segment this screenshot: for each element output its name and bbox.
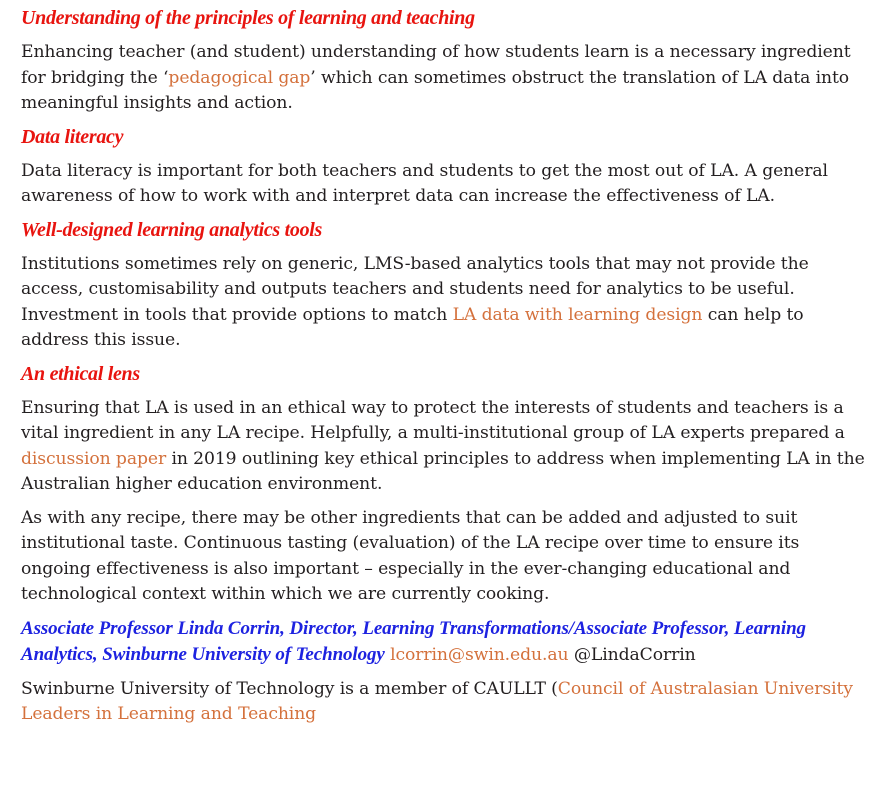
pedagogical-gap-link[interactable]: pedagogical gap [168, 67, 311, 88]
paragraph-text: Enhancing teacher (and student) understanding of how students learn is a necessary ingredient for bridging the ‘ [21, 42, 851, 88]
caullt-link[interactable]: Council of Australasian University Leaders in Learning and Teaching [21, 678, 853, 724]
learning-design-link[interactable]: LA data with learning design [452, 304, 703, 325]
section-paragraph-tools [21, 252, 871, 354]
paragraph-text: ’ which can sometimes obstruct the translation of LA data into meaningful insights and action. [21, 67, 850, 113]
paragraph-text: can help to address this issue. [21, 304, 804, 350]
discussion-paper-link[interactable]: discussion paper [21, 448, 167, 469]
paragraph-text: in 2019 outlining key ethical principles to address when implementing LA in the Australian higher education environment. [21, 448, 865, 494]
section-paragraph-principles [21, 40, 871, 117]
author-name-title: Associate Professor Linda Corrin, Director, Learning Transformations/Associate Professor, Learning Analytics, Swinburne University of Technology [21, 617, 806, 665]
section-heading-data-literacy: Data literacy [21, 125, 124, 148]
author-email-link[interactable]: lcorrin@swin.edu.au [390, 645, 569, 665]
author-handle: @LindaCorrin [573, 645, 696, 665]
paragraph-text: Institutions sometimes rely on generic, LMS-based analytics tools that may not provide the access, customisability and outputs teachers and students need for analytics to be useful. Investment in tools that provide options to match [21, 253, 809, 325]
paragraph-text: Swinburne University of Technology is a member of CAULLT ( [21, 678, 558, 699]
membership-note [21, 677, 871, 728]
author-byline [21, 616, 871, 669]
section-heading-ethical: An ethical lens [21, 362, 140, 385]
paragraph-text: Ensuring that LA is used in an ethical way to protect the interests of students and teachers is a vital ingredient in any LA recipe. Helpfully, a multi-institutional group of LA experts prepared a [21, 397, 845, 443]
section-paragraph-ethical [21, 396, 871, 498]
closing-paragraph: As with any recipe, there may be other ingredients that can be added and adjusted to suit institutional taste. Continuous tasting (evaluation) of the LA recipe over time to ensure its ongoing effectiveness is also important – especially in the ever-changing educational and technological context within which we are currently cooking. [21, 507, 800, 604]
section-paragraph-data-literacy: Data literacy is important for both teachers and students to get the most out of LA. A general awareness of how to work with and interpret data can increase the effectiveness of LA. [21, 160, 828, 206]
section-heading-tools: Well-designed learning analytics tools [21, 218, 323, 241]
section-heading-principles: Understanding of the principles of learning and teaching [21, 7, 475, 29]
article-body [21, 6, 871, 736]
